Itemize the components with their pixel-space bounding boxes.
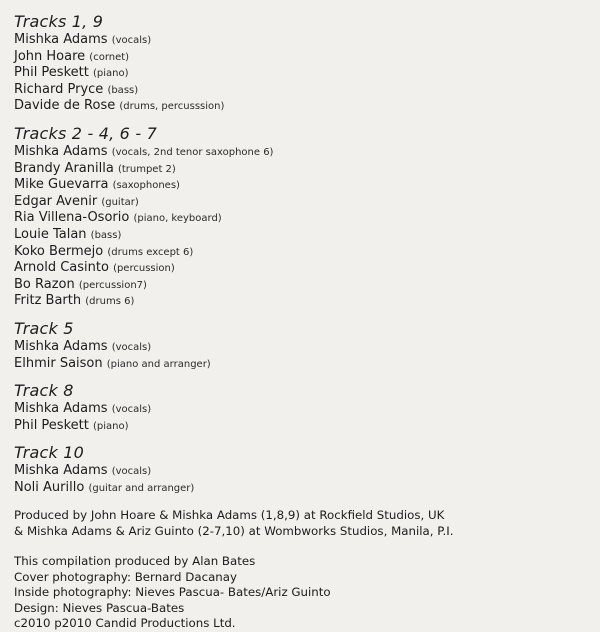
spacer [14, 539, 590, 554]
personnel-line [14, 161, 590, 178]
musician-role: (piano) [92, 420, 129, 432]
personnel-line [14, 98, 590, 115]
musician-name: Bo Razon [14, 276, 75, 292]
musician-role: (vocals) [111, 466, 152, 478]
section-heading: Track 10 [14, 443, 85, 463]
musician-role: (drums except 6) [107, 246, 194, 258]
personnel-line [14, 293, 590, 310]
personnel-line [14, 65, 590, 82]
personnel-line [14, 144, 590, 161]
musician-name: Koko Bermejo [14, 243, 104, 259]
track-section-1-9 [14, 12, 590, 115]
production-credits [14, 508, 590, 539]
musician-role: (drums, percusssion) [119, 101, 225, 113]
track-section-10 [14, 443, 590, 496]
musician-role: (vocals) [111, 404, 152, 416]
musician-name: Ria Villena-Osorio [14, 210, 130, 226]
compilation-credit: This compilation produced by Alan Bates [14, 554, 256, 569]
album-credits [14, 554, 590, 632]
musician-name: Noli Aurillo [14, 479, 85, 495]
musician-role: (piano) [92, 68, 129, 80]
personnel-line [14, 480, 590, 497]
copyright-line: c2010 p2010 Candid Productions Ltd. [14, 616, 236, 631]
musician-name: Mishka Adams [14, 143, 108, 159]
liner-notes [14, 12, 590, 632]
musician-name: Mike Guevarra [14, 177, 109, 193]
musician-role: (percussion7) [78, 279, 147, 291]
musician-role: (drums 6) [85, 296, 135, 308]
musician-name: Brandy Aranilla [14, 160, 114, 176]
musician-role: (guitar and arranger) [88, 482, 195, 494]
track-section-5 [14, 319, 590, 372]
section-heading: Tracks 1, 9 [14, 12, 104, 31]
musician-name: Davide de Rose [14, 98, 116, 114]
musician-name: Phil Peskett [14, 417, 89, 433]
musician-role: (vocals, 2nd tenor saxophone 6) [111, 146, 274, 158]
personnel-line [14, 463, 590, 480]
cover-photo-credit: Cover photography: Bernard Dacanay [14, 569, 237, 584]
musician-role: (trumpet 2) [117, 163, 176, 175]
personnel-line [14, 227, 590, 244]
musician-name: Mishka Adams [14, 463, 108, 479]
personnel-line [14, 339, 590, 356]
inside-photo-credit: Inside photography: Nieves Pascua- Bates/Ariz Guinto [14, 585, 331, 600]
musician-role: (saxophones) [112, 180, 180, 192]
personnel-line [14, 210, 590, 227]
track-section-8 [14, 381, 590, 434]
musician-role: (guitar) [101, 196, 139, 208]
personnel-line [14, 418, 590, 435]
musician-role: (bass) [107, 84, 139, 96]
design-credit: Design: Nieves Pascua-Bates [14, 600, 185, 615]
musician-name: Louie Talan [14, 226, 87, 242]
personnel-line [14, 194, 590, 211]
musician-role: (vocals) [111, 35, 152, 46]
musician-role: (cornet) [89, 51, 130, 63]
section-heading: Track 5 [14, 318, 74, 338]
musician-name: Fritz Barth [14, 293, 82, 309]
musician-name: Mishka Adams [14, 401, 108, 417]
production-line: Produced by John Hoare & Mishka Adams (1,8,9) at Rockfield Studios, UK [14, 508, 445, 523]
personnel-line [14, 401, 590, 418]
musician-name: Elhmir Saison [14, 355, 103, 371]
personnel-line [14, 49, 590, 66]
musician-role: (piano and arranger) [106, 358, 211, 370]
musician-name: Richard Pryce [14, 81, 104, 97]
personnel-line [14, 356, 590, 373]
production-line: & Mishka Adams & Ariz Guinto (2-7,10) at Wombworks Studios, Manila, P.I. [14, 523, 454, 538]
track-section-2-7 [14, 124, 590, 310]
musician-name: Mishka Adams [14, 338, 108, 354]
personnel-line [14, 32, 590, 49]
musician-role: (bass) [90, 229, 122, 241]
personnel-line [14, 244, 590, 261]
musician-name: Edgar Avenir [14, 193, 98, 209]
musician-name: Arnold Casinto [14, 260, 109, 276]
musician-role: (vocals) [111, 341, 152, 353]
musician-name: Phil Peskett [14, 65, 89, 81]
personnel-line [14, 82, 590, 99]
musician-name: Mishka Adams [14, 32, 108, 47]
musician-role: (piano, keyboard) [133, 213, 222, 225]
personnel-line [14, 177, 590, 194]
section-heading: Track 8 [14, 381, 74, 401]
personnel-line [14, 260, 590, 277]
section-heading: Tracks 2 - 4, 6 - 7 [14, 123, 157, 143]
musician-name: John Hoare [14, 48, 86, 64]
personnel-line [14, 277, 590, 294]
musician-role: (percussion) [113, 263, 175, 275]
